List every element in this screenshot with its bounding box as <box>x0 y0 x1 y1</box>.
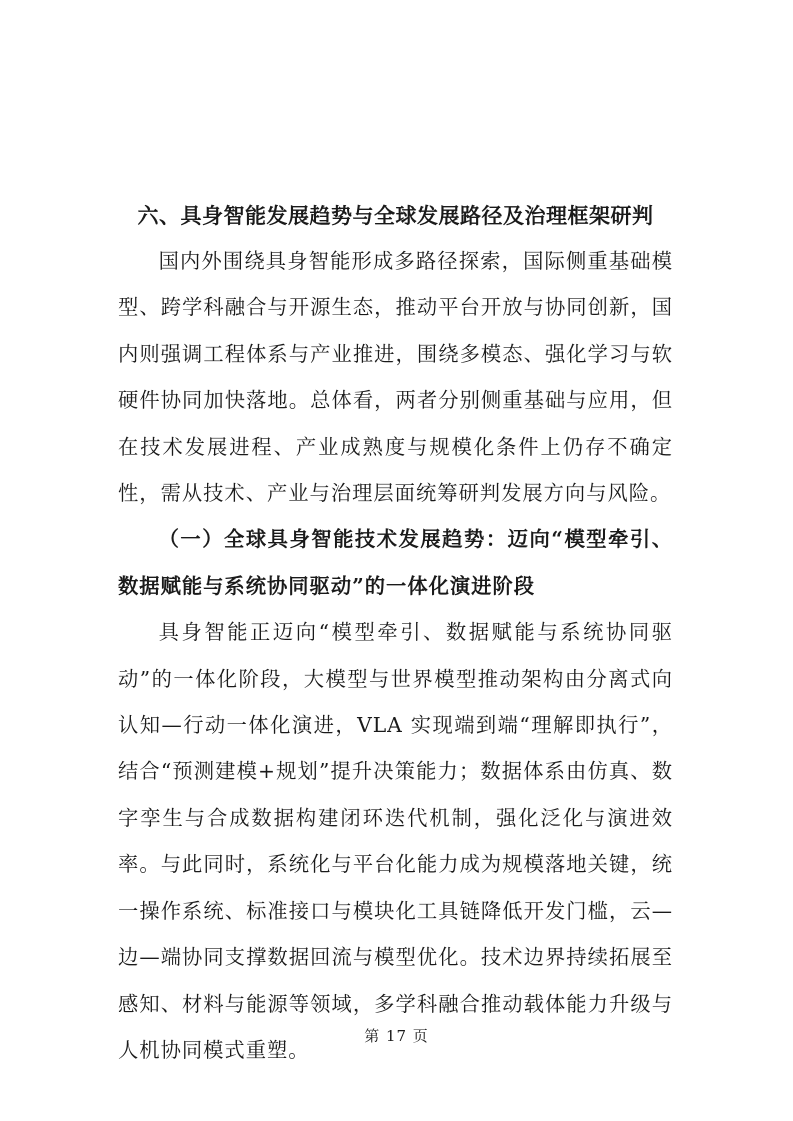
page-content <box>118 194 673 1073</box>
section-heading: 六、具身智能发展趋势与全球发展路径及治理框架研判 <box>137 203 654 228</box>
subsection-paragraph: 具身智能正迈向“模型牵引、数据赋能与系统协同驱动”的一体化阶段，大模型与世界模型推动架构由分离式向认知—行动一体化演进，VLA 实现端到端“理解即执行”，结合“预测建模+规划”提升决策能力；数据体系由仿真、数字孪生与合成数据构建闭环迭代机制，强化泛化与演进效率。与此同时，系统化与平台化能力成为规模落地关键，统一操作系统、标准接口与模块化工具链降低开发门槛，云—边—端协同支撑数据回流与模型优化。技术边界持续拓展至感知、材料与能源等领域，多学科融合推动载体能力升级与人机协同模式重塑。 <box>118 620 673 1062</box>
intro-paragraph: 国内外围绕具身智能形成多路径探索，国际侧重基础模型、跨学科融合与开源生态，推动平台开放与协同创新，国内则强调工程体系与产业推进，围绕多模态、强化学习与软硬件协同加快落地。总体看，两者分别侧重基础与应用，但在技术发展进程、产业成熟度与规模化条件上仍存不确定性，需从技术、产业与治理层面统筹研判发展方向与风险。 <box>118 249 673 506</box>
subsection-heading: （一）全球具身智能技术发展趋势：迈向“模型牵引、数据赋能与系统协同驱动”的一体化演进阶段 <box>118 527 673 598</box>
page-number: 第 17 页 <box>364 1027 429 1045</box>
